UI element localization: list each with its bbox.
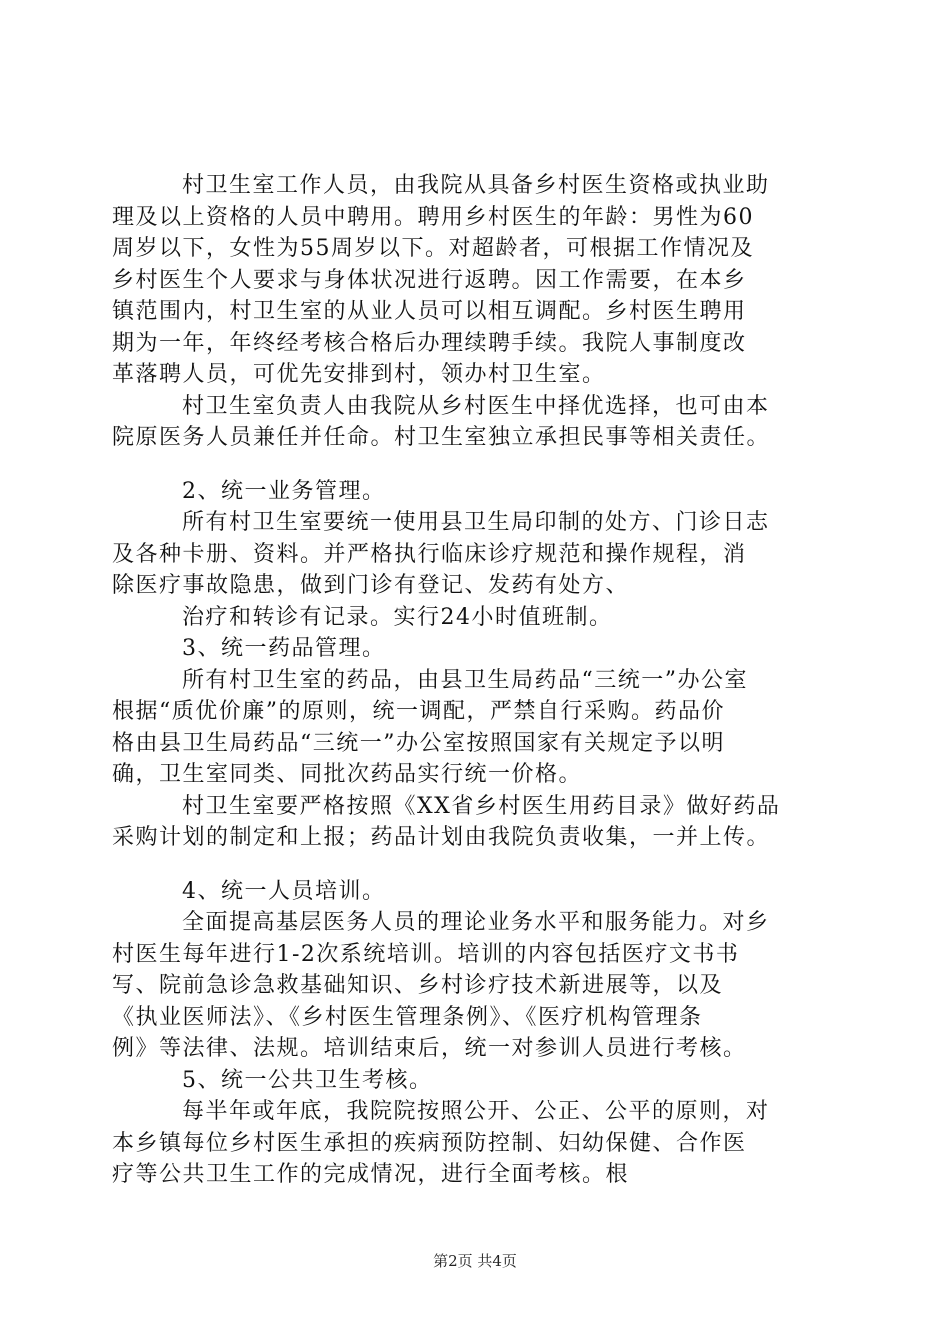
section-gap — [112, 454, 847, 476]
paragraph-line: 期为一年，年终经考核合格后办理续聘手续。我院人事制度改 — [112, 330, 747, 356]
section-staffing — [112, 170, 847, 454]
paragraph-line: 采购计划的制定和上报；药品计划由我院负责收集，一并上传。 — [112, 825, 771, 850]
paragraph-line: 根据“质优价廉”的原则，统一调配，严禁自行采购。药品价 — [112, 699, 725, 724]
paragraph-line: 镇范围内，村卫生室的从业人员可以相互调配。乡村医生聘用 — [112, 299, 747, 324]
paragraph-line: 疗等公共卫生工作的完成情况，进行全面考核。根 — [112, 1162, 630, 1187]
paragraph-line: 写、院前急诊急救基础知识、乡村诊疗技术新进展等，以及 — [112, 973, 724, 998]
paragraph-line: 理及以上资格的人员中聘用。聘用乡村医生的年龄：男性为60 — [112, 204, 754, 230]
section-heading: 5、统一公共卫生考核。 — [182, 1067, 433, 1093]
paragraph-line: 本乡镇每位乡村医生承担的疾病预防控制、妇幼保健、合作医 — [112, 1130, 747, 1156]
paragraph-line: 乡村医生个人要求与身体状况进行返聘。因工作需要，在本乡 — [112, 267, 747, 293]
paragraph-line: 格由县卫生局药品“三统一”办公室按照国家有关规定予以明 — [112, 730, 725, 756]
paragraph-line: 院原医务人员兼任并任命。村卫生室独立承担民事等相关责任。 — [112, 425, 771, 450]
paragraph-line: 例》等法律、法规。培训结束后，统一对参训人员进行考核。 — [112, 1036, 747, 1061]
paragraph-line: 村卫生室工作人员，由我院从具备乡村医生资格或执业助 — [182, 173, 770, 198]
paragraph-line: 每半年或年底，我院院按照公开、公正、公平的原则，对 — [182, 1099, 770, 1124]
section-heading: 4、统一人员培训。 — [182, 878, 386, 904]
paragraph-line: 除医疗事故隐患，做到门诊有登记、发药有处方、 — [112, 573, 630, 598]
page-number-footer: 第2页 共4页 — [433, 1252, 517, 1270]
section-training-assessment — [112, 876, 847, 1191]
section-gap — [112, 854, 847, 876]
paragraph-line: 革落聘人员，可优先安排到村，领办村卫生室。 — [112, 362, 606, 387]
paragraph-line: 及各种卡册、资料。并严格执行临床诊疗规范和操作规程，消 — [112, 541, 747, 567]
section-business-drug-management — [112, 476, 847, 854]
paragraph-line: 周岁以下，女性为55周岁以下。对超龄者，可根据工作情况及 — [112, 236, 754, 261]
section-heading: 2、统一业务管理。 — [182, 478, 386, 504]
paragraph-line: 治疗和转诊有记录。实行24小时值班制。 — [182, 604, 613, 630]
document-body — [112, 170, 847, 1191]
paragraph-line: 村卫生室要严格按照《XX省乡村医生用药目录》做好药品 — [182, 793, 781, 819]
paragraph-line: 《执业医师法》、《乡村医生管理条例》、《医疗机构管理条 — [112, 1004, 703, 1030]
section-heading: 3、统一药品管理。 — [182, 636, 386, 661]
paragraph-line: 所有村卫生室要统一使用县卫生局印制的处方、门诊日志 — [182, 510, 770, 535]
paragraph-line: 村卫生室负责人由我院从乡村医生中择优选择，也可由本 — [182, 393, 770, 419]
paragraph-line: 所有村卫生室的药品，由县卫生局药品“三统一”办公室 — [182, 667, 748, 693]
paragraph-line: 确，卫生室同类、同批次药品实行统一价格。 — [112, 762, 583, 787]
paragraph-line: 全面提高基层医务人员的理论业务水平和服务能力。对乡 — [182, 910, 770, 935]
paragraph-line: 村医生每年进行1-2次系统培训。培训的内容包括医疗文书书 — [112, 941, 740, 967]
